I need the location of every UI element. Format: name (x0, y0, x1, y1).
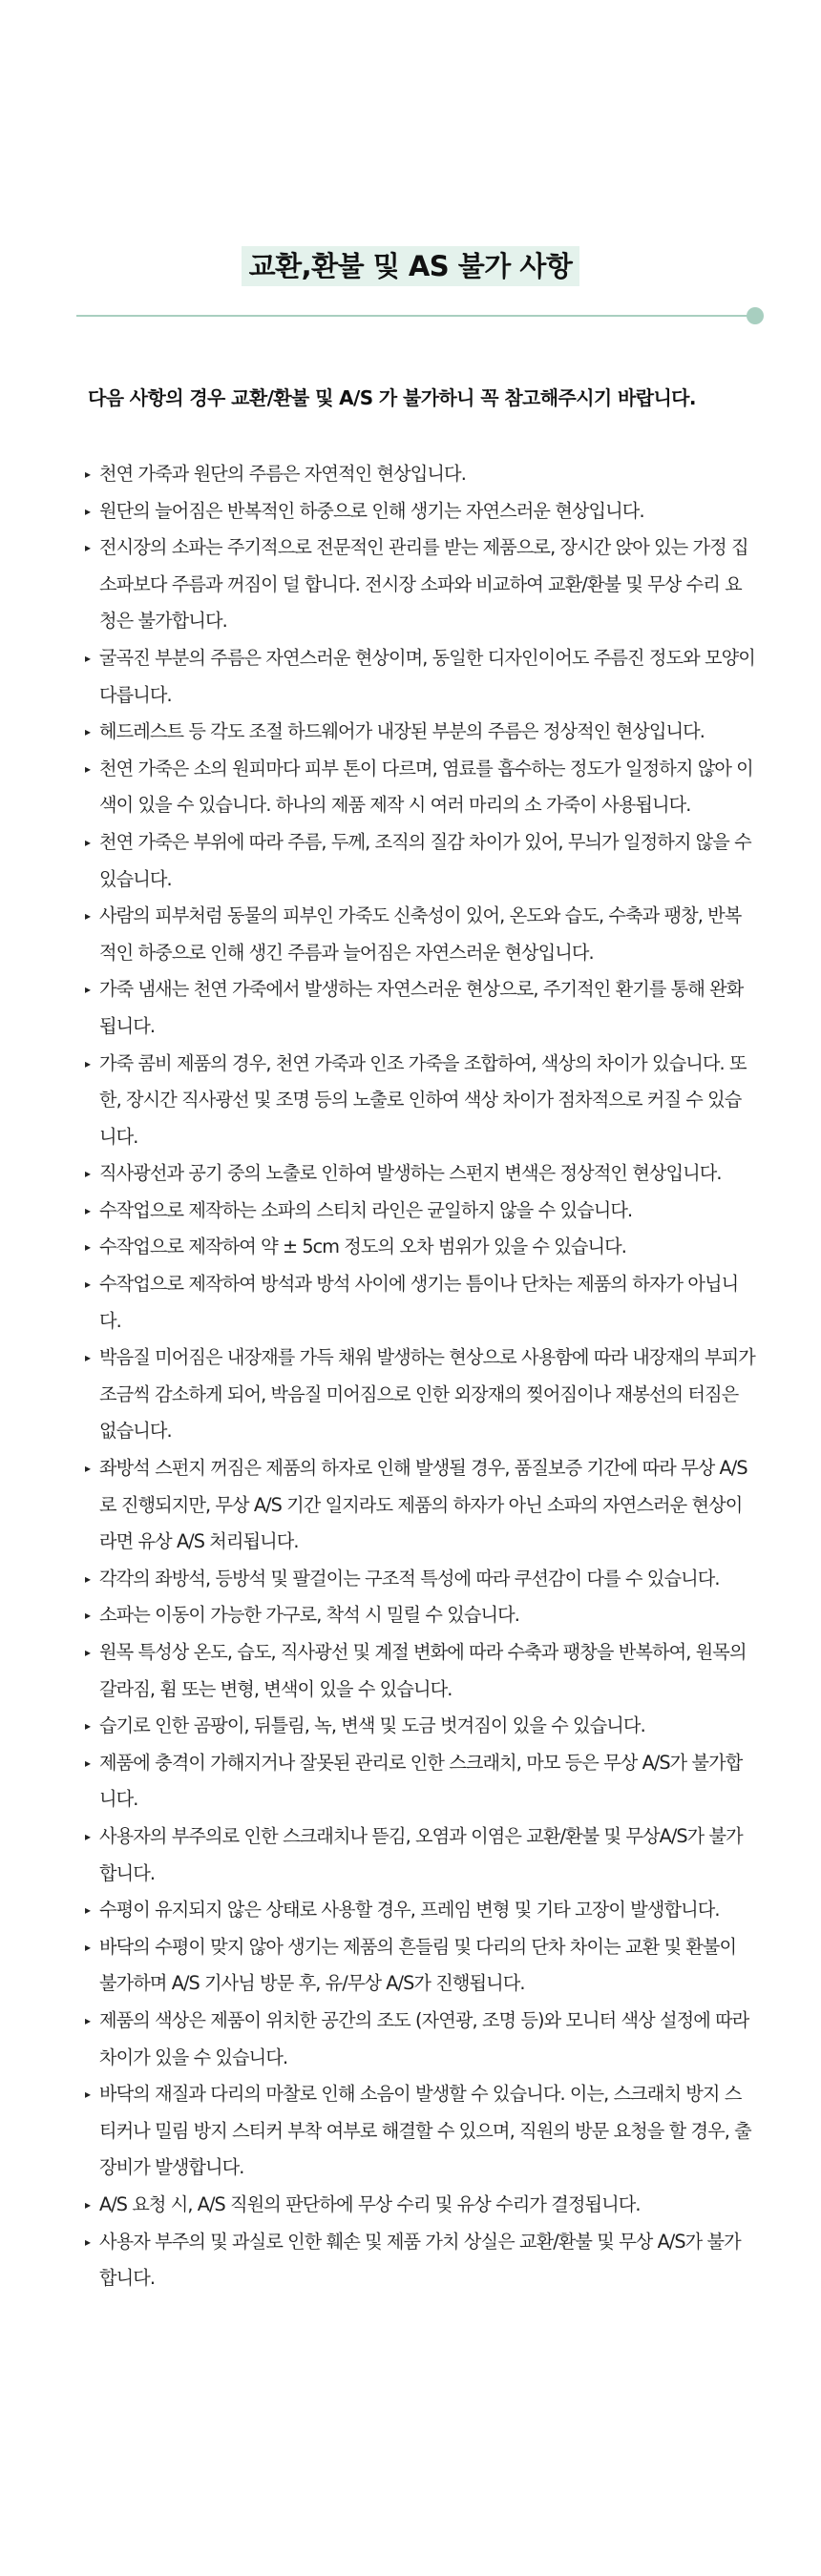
list-item (0, 493, 821, 530)
bullet-triangle-icon: ▸ (85, 1719, 91, 1734)
list-item-text: 제품의 색상은 제품이 위치한 공간의 조도 (자연광, 조명 등)와 모니터 색상 설정에 따라 차이가 있을 수 있습니다. (99, 2008, 749, 2068)
bullet-triangle-icon: ▸ (85, 1755, 91, 1770)
list-item (0, 1634, 821, 1708)
notice-list (0, 456, 821, 2297)
list-item-text: 제품에 충격이 가해지거나 잘못된 관리로 인한 스크래치, 마모 등은 무상 A/S가 불가합니다. (99, 1751, 743, 1811)
list-item-text: 천연 가죽과 원단의 주름은 자연적인 현상입니다. (99, 463, 466, 485)
list-item (0, 1818, 821, 1892)
list-item-text: 원목 특성상 온도, 습도, 직사광선 및 계절 변화에 따라 수축과 팽창을 반복하여, 원목의 갈라짐, 휨 또는 변형, 변색이 있을 수 있습니다. (99, 1641, 747, 1700)
bullet-triangle-icon: ▸ (85, 2088, 91, 2102)
title-wrapper (0, 246, 821, 286)
list-item (0, 1193, 821, 1230)
list-item-text: 가죽 냄새는 천연 가죽에서 발생하는 자연스러운 현상으로, 주기적인 환기를 통해 완화됩니다. (99, 978, 744, 1037)
bullet-triangle-icon: ▸ (85, 2013, 91, 2027)
list-item (0, 1340, 821, 1450)
list-item-text: 사용자의 부주의로 인한 스크래치나 뜯김, 오염과 이염은 교환/환불 및 무상A/S가 불가합니다. (99, 1824, 743, 1884)
bullet-triangle-icon: ▸ (85, 1278, 91, 1292)
list-item-text: 헤드레스트 등 각도 조절 하드웨어가 내장된 부분의 주름은 정상적인 현상입니다. (99, 720, 705, 743)
list-item (0, 1597, 821, 1634)
list-item-text: 원단의 늘어짐은 반복적인 하중으로 인해 생기는 자연스러운 현상입니다. (99, 499, 644, 522)
list-item-text: 바닥의 재질과 다리의 마찰로 인해 소음이 발생할 수 있습니다. 이는, 스크래치 방지 스티커나 밀림 방지 스티커 부착 여부로 해결할 수 있으며, 직원의 방문 요청을 할 경우, 출장비가 발생합니다. (99, 2083, 751, 2179)
list-item-text: 바닥의 수평이 맞지 않아 생기는 제품의 흔들림 및 다리의 단차 차이는 교환 및 환불이 불가하며 A/S 기사님 방문 후, 유/무상 A/S가 진행됩니다. (99, 1935, 737, 1995)
bullet-triangle-icon: ▸ (85, 651, 91, 665)
list-item (0, 2224, 821, 2297)
list-item-text: 수작업으로 제작하여 방석과 방석 사이에 생기는 틈이나 단차는 제품의 하자가 아닙니다. (99, 1273, 739, 1332)
list-item-text: 수작업으로 제작하는 소파의 스티치 라인은 균일하지 않을 수 있습니다. (99, 1198, 633, 1221)
bullet-triangle-icon: ▸ (85, 1646, 91, 1659)
list-item (0, 1155, 821, 1193)
bullet-triangle-icon: ▸ (85, 541, 91, 555)
bullet-triangle-icon: ▸ (85, 835, 91, 849)
list-item-text: A/S 요청 시, A/S 직원의 판단하에 무상 수리 및 유상 수리가 결정됩니다. (99, 2192, 641, 2215)
bullet-triangle-icon: ▸ (85, 2234, 91, 2249)
list-item (0, 1229, 821, 1266)
bullet-triangle-icon: ▸ (85, 467, 91, 481)
page-title: 교환,환불 및 AS 불가 사항 (242, 246, 580, 286)
list-item-text: 좌방석 스펀지 꺼짐은 제품의 하자로 인해 발생될 경우, 품질보증 기간에 따라 무상 A/S로 진행되지만, 무상 A/S 기간 일지라도 제품의 하자가 아닌 소파의 자연스러운 현상이라면 유상 A/S 처리됩니다. (99, 1457, 747, 1553)
list-item-text: 수작업으로 제작하여 약 ± 5cm 정도의 오차 범위가 있을 수 있습니다. (99, 1236, 626, 1258)
bullet-triangle-icon: ▸ (85, 1462, 91, 1476)
list-item (0, 1046, 821, 1156)
list-item-text: 습기로 인한 곰팡이, 뒤틀림, 녹, 변색 및 도금 벗겨짐이 있을 수 있습니다. (99, 1714, 645, 1737)
bullet-triangle-icon: ▸ (85, 1609, 91, 1623)
bullet-triangle-icon: ▸ (85, 504, 91, 518)
list-item-text: 각각의 좌방석, 등방석 및 팔걸이는 구조적 특성에 따라 쿠션감이 다를 수 있습니다. (99, 1567, 720, 1589)
list-item (0, 1929, 821, 2003)
bullet-triangle-icon: ▸ (85, 1240, 91, 1255)
bullet-triangle-icon: ▸ (85, 1571, 91, 1586)
list-item (0, 1745, 821, 1818)
list-item (0, 1266, 821, 1340)
bullet-triangle-icon: ▸ (85, 1829, 91, 1843)
list-item (0, 971, 821, 1045)
list-item-text: 수평이 유지되지 않은 상태로 사용할 경우, 프레임 변형 및 기타 고장이 발생합니다. (99, 1899, 720, 1922)
list-item (0, 456, 821, 493)
bullet-triangle-icon: ▸ (85, 909, 91, 924)
list-item-text: 직사광선과 공기 중의 노출로 인하여 발생하는 스펀지 변색은 정상적인 현상입니다. (99, 1162, 722, 1185)
list-item-text: 사람의 피부처럼 동물의 피부인 가죽도 신축성이 있어, 온도와 습도, 수축과 팽창, 반복적인 하중으로 인해 생긴 주름과 늘어짐은 자연스러운 현상입니다. (99, 904, 742, 964)
bullet-triangle-icon: ▸ (85, 983, 91, 997)
bullet-triangle-icon: ▸ (85, 1351, 91, 1365)
bullet-triangle-icon: ▸ (85, 761, 91, 776)
list-item (0, 2003, 821, 2076)
list-item (0, 2076, 821, 2187)
bullet-triangle-icon: ▸ (85, 725, 91, 739)
divider-dot-icon (747, 307, 764, 324)
list-item-text: 사용자 부주의 및 과실로 인한 훼손 및 제품 가치 상실은 교환/환불 및 무상 A/S가 불가합니다. (99, 2230, 741, 2290)
bullet-triangle-icon: ▸ (85, 1940, 91, 1954)
list-item-text: 박음질 미어짐은 내장재를 가득 채워 발생하는 현상으로 사용함에 따라 내장재의 부피가 조금씩 감소하게 되어, 박음질 미어짐으로 인한 외장재의 찢어짐이나 재봉선의 터짐은 없습니다. (99, 1346, 755, 1443)
bullet-triangle-icon: ▸ (85, 1056, 91, 1070)
bullet-triangle-icon: ▸ (85, 2197, 91, 2212)
list-item (0, 1450, 821, 1561)
list-item (0, 1892, 821, 1929)
list-item (0, 824, 821, 898)
list-item-text: 전시장의 소파는 주기적으로 전문적인 관리를 받는 제품으로, 장시간 앉아 있는 가정 집 소파보다 주름과 꺼짐이 덜 합니다. 전시장 소파와 비교하여 교환/환불 및 무상 수리 요청은 불가합니다. (99, 536, 748, 633)
title-divider (76, 315, 762, 317)
list-item-text: 소파는 이동이 가능한 가구로, 착석 시 밀릴 수 있습니다. (99, 1604, 519, 1627)
bullet-triangle-icon: ▸ (85, 1903, 91, 1918)
list-item (0, 898, 821, 971)
list-item (0, 1708, 821, 1745)
list-item (0, 714, 821, 751)
bullet-triangle-icon: ▸ (85, 1167, 91, 1181)
list-item (0, 1561, 821, 1598)
list-item-text: 가죽 콤비 제품의 경우, 천연 가죽과 인조 가죽을 조합하여, 색상의 차이가 있습니다. 또한, 장시간 직사광선 및 조명 등의 노출로 인하여 색상 차이가 점차적으로 커질 수 있습니다. (99, 1051, 747, 1148)
bullet-triangle-icon: ▸ (85, 1203, 91, 1217)
list-item-text: 천연 가죽은 부위에 따라 주름, 두께, 조직의 질감 차이가 있어, 무늬가 일정하지 않을 수 있습니다. (99, 830, 751, 890)
list-item (0, 2187, 821, 2224)
list-item-text: 굴곡진 부분의 주름은 자연스러운 현상이며, 동일한 디자인이어도 주름진 정도와 모양이 다릅니다. (99, 646, 755, 706)
intro-notice: 다음 사항의 경우 교환/환불 및 A/S 가 불가하니 꼭 참고해주시기 바랍니다. (88, 386, 696, 409)
list-item (0, 751, 821, 824)
list-item (0, 640, 821, 714)
list-item (0, 530, 821, 640)
list-item-text: 천연 가죽은 소의 원피마다 피부 톤이 다르며, 염료를 흡수하는 정도가 일정하지 않아 이색이 있을 수 있습니다. 하나의 제품 제작 시 여러 마리의 소 가죽이 사용됩니다. (99, 757, 753, 817)
